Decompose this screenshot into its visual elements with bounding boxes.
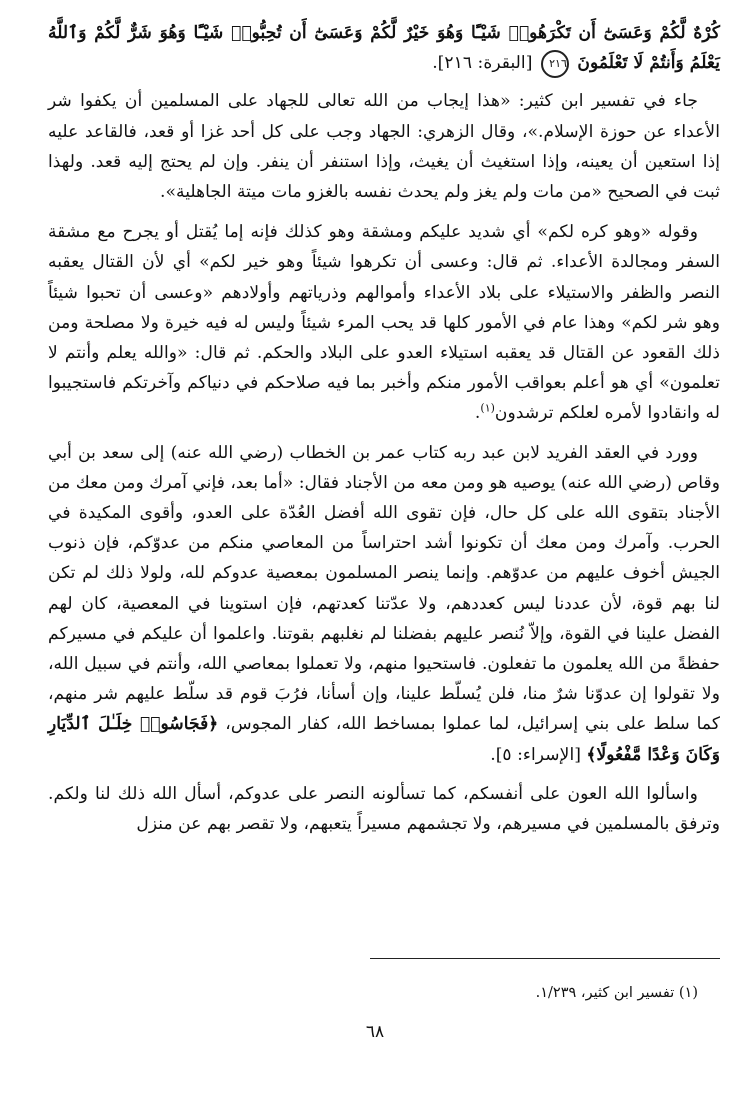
footnote-reference: (١) (480, 401, 495, 415)
ayah-number-marker: ٢١٦ (541, 50, 569, 78)
paragraph-text: وورد في العقد الفريد لابن عبد ربه كتاب عمر بن الخطاب (رضي الله عنه) إلى سعد بن أبي وقاص (رضي الله عنه) يوصيه هو ومن معه من الأجناد فقال: «أما بعد، فإني آمرك ومن معك من الأجناد بتقوى الله على كل حال، فإن تقوى الله أفضل العُدّة على العدو، وأقوى المكيدة في الحرب. وآمرك ومن معك أن تكونوا أشد احتراساً من المعاصي منكم من عدوّكم، فإن ذنوب الجيش أخوف عليهم من عدوّهم. وإنما ينصر المسلمون بمعصية عدوكم لله، ولولا ذلك لم تكن لنا بهم قوة، لأن عددنا ليس كعددهم، ولا عدّتنا كعدتهم، فإن استوينا في المعصية، كان لهم الفضل علينا في القوة، وإلاّ نُنصر عليهم بفضلنا لم نغلبهم بقوتنا. واعلموا أن عليكم في مسيركم حفظةً من الله يعلمون ما تفعلون. فاستحيوا منهم، ولا تعملوا بمعاصي الله، وأنتم في سبيل الله، ولا تقولوا إن عدوّنا شرٌ منا، فلن يُسلّط علينا، وإن أسأنا، فرُبَ قوم قد سلّط عليهم شر منهم، كما سلط على بني إسرائيل، لما عملوا بمساخط الله، كفار المجوس، (48, 442, 721, 735)
verse-reference: [البقرة: ٢١٦]. (432, 53, 533, 74)
paragraph-ibn-kathir-tafsir (48, 86, 720, 207)
quran-verse-inline: ﴿فَجَاسُوا۟ خِلَـٰلَ ٱلدِّيَارِ وَكَانَ وَعْدًا مَّفْعُولًا﴾ (48, 714, 720, 765)
paragraph-continuation (48, 779, 720, 839)
paragraph-end: . (474, 403, 481, 424)
page-number: ٦٨ (365, 1022, 385, 1042)
paragraph-text: وقوله «وهو كره لكم» أي شديد عليكم ومشقة وهو كذلك فإنه إما يُقتل أو يجرح مع مشقة السفر ومجالدة الأعداء. ثم قال: وعسى أن تكرهوا شيئاً وهو خير لكم» أي لأن القتال يعقبه النصر والظفر والاستيلاء على بلاد الأعداء وأموالهم وذرياتهم وأولادهم «وعسى أن تحبوا شيئاً وهو شر لكم» وهذا عام في الأمور كلها قد يحب المرء شيئاً وليس له فيه خيرة ولا مصلحة ومن ذلك القعود عن القتال قد يعقبه استيلاء العدو على البلاد والحكم. ثم قال: «والله يعلم وأنتم لا تعلمون» أي هو أعلم بعواقب الأمور منكم وأخبر بما فيه صلاحكم في دنياكم وآخرتكم فاستجيبوا له وانقادوا لأمره لعلكم ترشدون (48, 222, 720, 424)
page-body (48, 18, 720, 839)
paragraph-umar-letter (48, 438, 720, 770)
quran-verse-paragraph (48, 18, 720, 78)
paragraph-text: واسألوا الله العون على أنفسكم، كما تسألونه النصر على عدوكم، أسأل الله ذلك لنا ولكم. وترفق بالمسلمين في مسيرهم، ولا تجشمهم مسيراً يتعبهم، ولا تقصر بهم عن منزل (48, 783, 720, 835)
footnote (98, 982, 698, 1004)
paragraph-text: جاء في تفسير ابن كثير: «هذا إيجاب من الله تعالى للجهاد على المسلمين أن يكفوا شر الأعداء عن حوزة الإسلام.»، وقال الزهري: الجهاد وجب على كل أحد غزا أو قعد، فالقاعد عليه إذا استعين أن يعينه، وإذا استغيث أن يغيث، وإذا استنفر أن ينفر. وإن لم يحتج إليه قعد. ولهذا ثبت في الصحيح «من مات ولم يغز ولم يحدث نفسه بالغزو مات ميتة الجاهلية». (48, 91, 720, 203)
footnote-text: تفسير ابن كثير، ١/٢٣٩. (535, 985, 675, 1001)
verse-reference: [الإسراء: ٥]. (490, 744, 581, 765)
footnote-marker: (١) (678, 985, 698, 1001)
footnote-divider (370, 958, 720, 959)
paragraph-verse-explanation (48, 217, 720, 428)
quran-verse-text: كُرْهٌ لَّكُمْ وَعَسَىٰٓ أَن تَكْرَهُوا۟ شَيْـًٔا وَهُوَ خَيْرٌ لَّكُمْ وَعَسَىٰٓ أَن تُحِبُّوا۟ شَيْـًٔا وَهُوَ شَرٌّ لَّكُمْ وَٱللَّهُ يَعْلَمُ وَأَنتُمْ لَا تَعْلَمُونَ (48, 23, 720, 74)
